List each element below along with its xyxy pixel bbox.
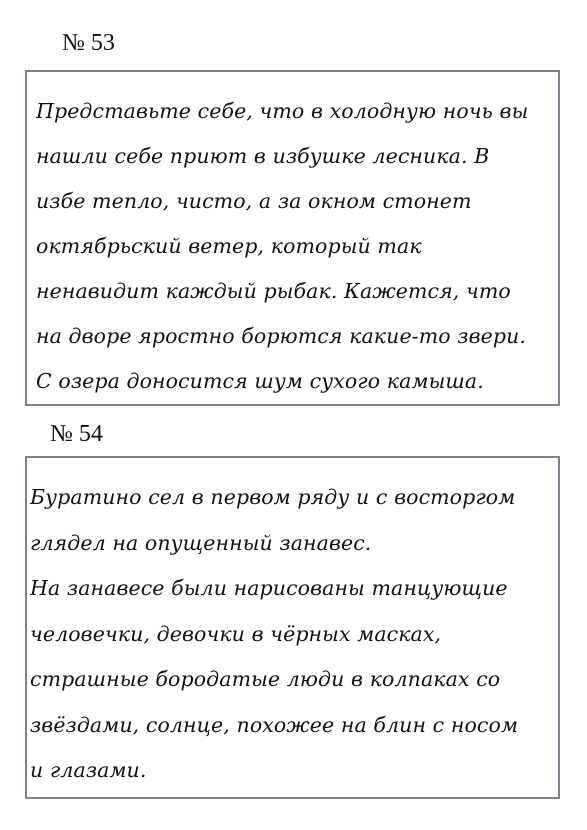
text-line: глядел на опущенный занавес. bbox=[30, 530, 372, 555]
exercise-number-54: № 54 bbox=[50, 421, 103, 447]
handwritten-text-53 bbox=[27, 72, 558, 404]
text-line: Буратино сел в первом ряду и с восторгом bbox=[30, 485, 516, 509]
text-line: и глазами. bbox=[30, 758, 147, 782]
text-line: звёздами, солнце, похожее на блин с носом bbox=[30, 712, 519, 737]
text-line: На занавесе были нарисованы танцующие bbox=[30, 576, 508, 600]
handwritten-text-54 bbox=[27, 458, 558, 794]
exercise-text-box-53 bbox=[25, 70, 560, 406]
text-line: нашли себе приют в избушке лесника. В bbox=[36, 144, 490, 168]
exercise-text-box-54 bbox=[25, 456, 560, 799]
exercise-number-53: № 53 bbox=[62, 30, 115, 56]
text-line: на дворе яростно борются какие-то звери. bbox=[36, 324, 526, 348]
text-line: избе тепло, чисто, а за окном стонет bbox=[36, 189, 472, 213]
text-line: страшные бородатые люди в колпаках со bbox=[30, 667, 501, 691]
text-line: С озера доносится шум сухого камыша. bbox=[36, 369, 484, 393]
text-line: человечки, девочки в чёрных масках, bbox=[30, 621, 442, 646]
text-line: Представьте себе, что в холодную ночь вы bbox=[36, 99, 529, 123]
text-line: октябрьский ветер, который так bbox=[36, 234, 422, 258]
text-line: ненавидит каждый рыбак. Кажется, что bbox=[36, 279, 511, 303]
